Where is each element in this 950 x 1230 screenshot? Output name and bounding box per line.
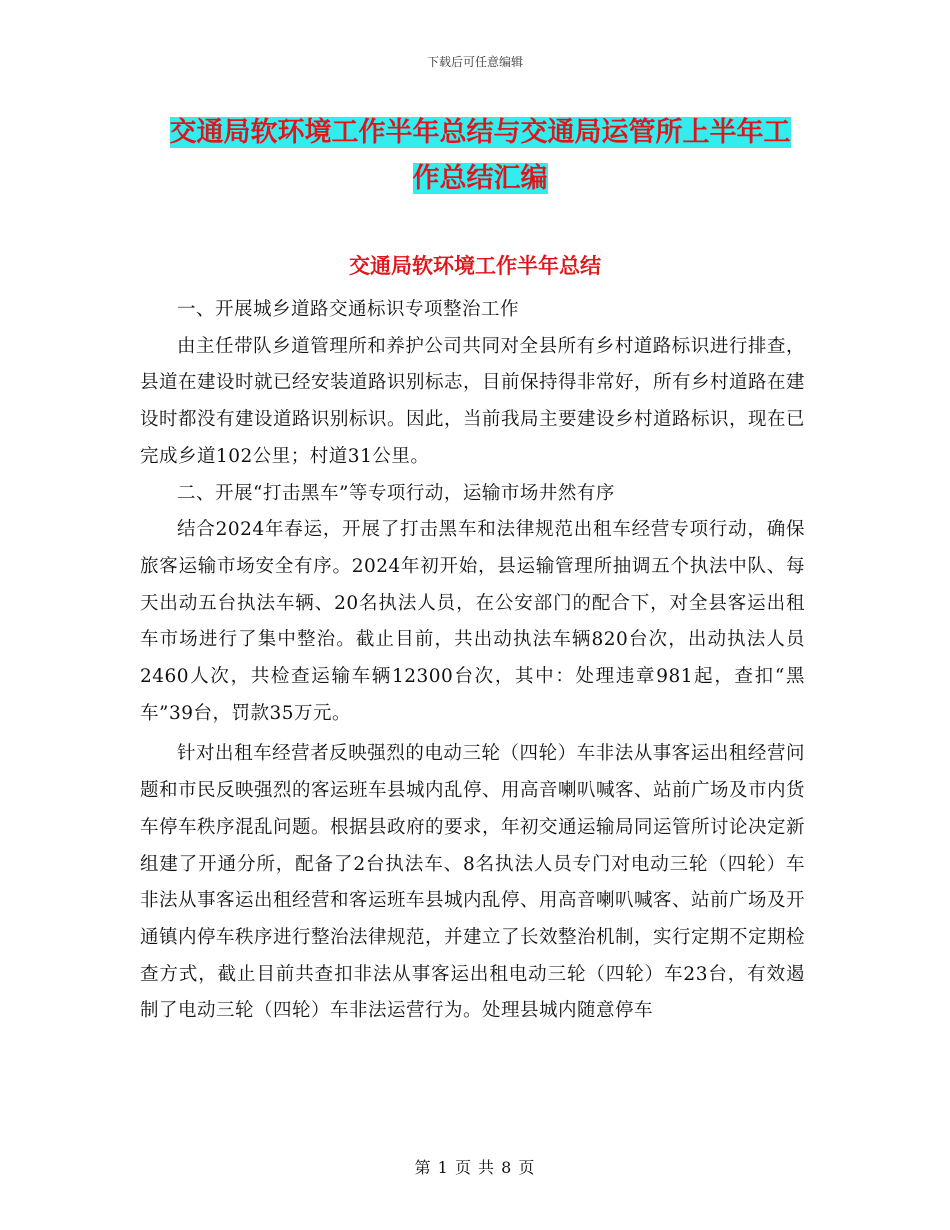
paragraph-heading-1: 一、开展城乡道路交通标识专项整治工作 [177,299,520,320]
document-body [140,292,805,1030]
paragraph: 结合2024年春运，开展了打击黑车和法律规范出租车经营专项行动，确保旅客运输市场安全有序。2024年初开始，县运输管理所抽调五个执法中队、每天出动五台执法车辆、20名执法人员，在公安部门的配合下，对全县客运出租车市场进行了集中整治。截止目前，共出动执法车辆820台次，出动执法人员2460人次，共检查运输车辆12300台次，其中：处理违章981起，查扣“黑车”39台，罚款35万元。 [140,519,805,724]
paragraph: 由主任带队乡道管理所和养护公司共同对全县所有乡村道路标识进行排查，县道在建设时就已经安装道路识别标志，目前保持得非常好，所有乡村道路在建设时都没有建设道路识别标识。因此，当前我局主要建设乡村道路标识，现在已完成乡道102公里；村道31公里。 [140,335,806,467]
page-footer: 第 1 页 共 8 页 [414,1158,536,1177]
document-title [140,110,820,202]
document-title-line2: 作总结汇编 [412,163,548,194]
paragraph: 针对出租车经营者反映强烈的电动三轮（四轮）车非法从事客运出租经营问题和市民反映强烈的客运班车县城内乱停、用高音喇叭喊客、站前广场及市内货车停车秩序混乱问题。根据县政府的要求，年初交通运输局同运管所讨论决定新组建了开通分所，配备了2台执法车、8名执法人员专门对电动三轮（四轮）车非法从事客运出租经营和客运班车县城内乱停、用高音喇叭喊客、站前广场及开通镇内停车秩序进行整治法律规范，并建立了长效整治机制，实行定期不定期检查方式，截止目前共查扣非法从事客运出租电动三轮（四轮）车23台，有效遏制了电动三轮（四轮）车非法运营行为。处理县城内随意停车 [140,743,806,1022]
header-note: 下载后可任意编辑 [426,55,523,69]
document-title-line1: 交通局软环境工作半年总结与交通局运管所上半年工 [169,117,791,148]
paragraph-heading-2: 二、开展“打击黑车”等专项行动，运输市场井然有序 [177,482,615,504]
section-title: 交通局软环境工作半年总结 [349,254,601,278]
